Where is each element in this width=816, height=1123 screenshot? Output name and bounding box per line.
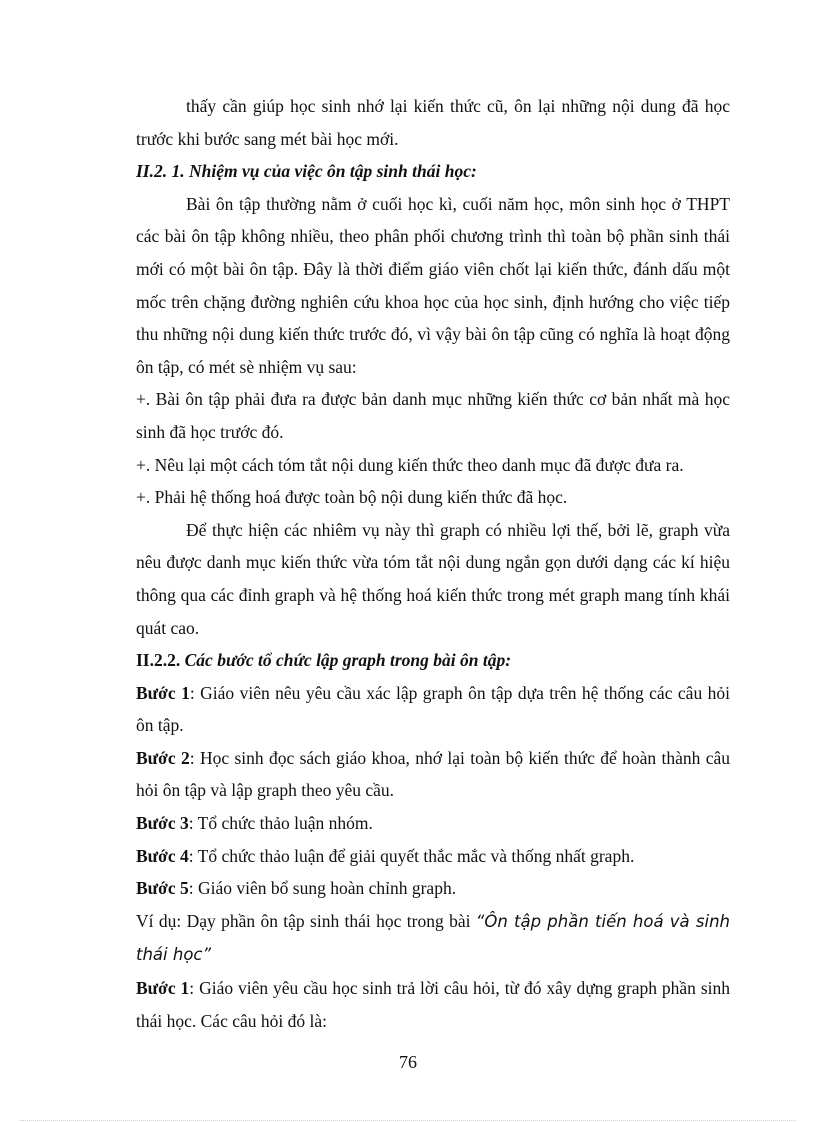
paragraph-intro: thấy cần giúp học sinh nhớ lại kiến thức cũ, ôn lại những nội dung đã học trước khi bước sang mét bài học mới. xyxy=(136,96,730,149)
section-heading-2 xyxy=(136,644,730,677)
example-lesson-title: “Ôn tập phần tiến hoá và sinh thái học” xyxy=(136,911,730,965)
step-1 xyxy=(136,677,730,742)
step-text: : Học sinh đọc sách giáo khoa, nhớ lại toàn bộ kiến thức để hoàn thành câu hỏi ôn tập và lập graph theo yêu cầu. xyxy=(136,747,730,801)
step-text: : Giáo viên yêu cầu học sinh trả lời câu hỏi, từ đó xây dựng graph phần sinh thái học. Các câu hỏi đó là: xyxy=(136,978,731,1031)
step-text: : Tổ chức thảo luận nhóm. xyxy=(188,813,373,834)
example-prefix: Ví dụ: Dạy phần ôn tập sinh thái học trong bài xyxy=(136,910,476,931)
example-step-1 xyxy=(136,972,730,1037)
step-4 xyxy=(136,840,730,873)
step-label: Bước 1 xyxy=(136,682,190,703)
page-body xyxy=(136,90,730,1037)
step-3 xyxy=(136,807,730,840)
paragraph-graph-advantage: Để thực hiện các nhiêm vụ này thì graph có nhiều lợi thế, bởi lẽ, graph vừa nêu được danh mục kiến thức vừa tóm tắt nội dung ngắn gọn dưới dạng các kí hiệu thông qua các đỉnh graph và hệ thống hoá kiến thức trong mét graph mang tính khái quát cao. xyxy=(136,519,730,638)
step-label: Bước 3 xyxy=(136,813,189,834)
step-2 xyxy=(136,742,730,807)
section-heading-1: II.2. 1. Nhiệm vụ của việc ôn tập sinh thái học: xyxy=(136,161,477,182)
step-text: : Giáo viên bổ sung hoàn chỉnh graph. xyxy=(188,878,457,899)
page-number: 76 xyxy=(399,1052,417,1072)
task-item-3: +. Phải hệ thống hoá được toàn bộ nội dung kiến thức đã học. xyxy=(136,487,568,508)
heading-text: Các bước tổ chức lập graph trong bài ôn tập: xyxy=(180,650,512,671)
step-label: Bước 1 xyxy=(136,978,190,999)
step-label: Bước 4 xyxy=(136,845,189,866)
step-text: : Tổ chức thảo luận để giải quyết thắc mắc và thống nhất graph. xyxy=(188,845,635,866)
step-label: Bước 5 xyxy=(136,878,189,899)
example-line xyxy=(136,905,730,972)
heading-number: II.2.2. xyxy=(136,650,181,671)
step-label: Bước 2 xyxy=(136,747,190,768)
step-5 xyxy=(136,872,730,905)
step-text: : Giáo viên nêu yêu cầu xác lập graph ôn tập dựa trên hệ thống các câu hỏi ôn tập. xyxy=(136,682,730,736)
paragraph-review-role: Bài ôn tập thường nằm ở cuối học kì, cuối năm học, môn sinh học ở THPT các bài ôn tập không nhiều, theo phân phối chương trình thì toàn bộ phần sinh thái mới có một bài ôn tập. Đây là thời điểm giáo viên chốt lại kiến thức, đánh dấu một mốc trên chặng đường nghiên cứu khoa học của học sinh, định hướng cho việc tiếp thu những nội dung kiến thức trước đó, vì vậy bài ôn tập cũng có nghĩa là hoạt động ôn tập, có mét sè nhiệm vụ sau: xyxy=(136,193,730,377)
task-item-2: +. Nêu lại một cách tóm tắt nội dung kiến thức theo danh mục đã được đưa ra. xyxy=(136,454,684,475)
task-item-1: +. Bài ôn tập phải đưa ra được bản danh mục những kiến thức cơ bản nhất mà học sinh đã học trước đó. xyxy=(136,389,730,442)
footer-divider xyxy=(20,1120,796,1121)
